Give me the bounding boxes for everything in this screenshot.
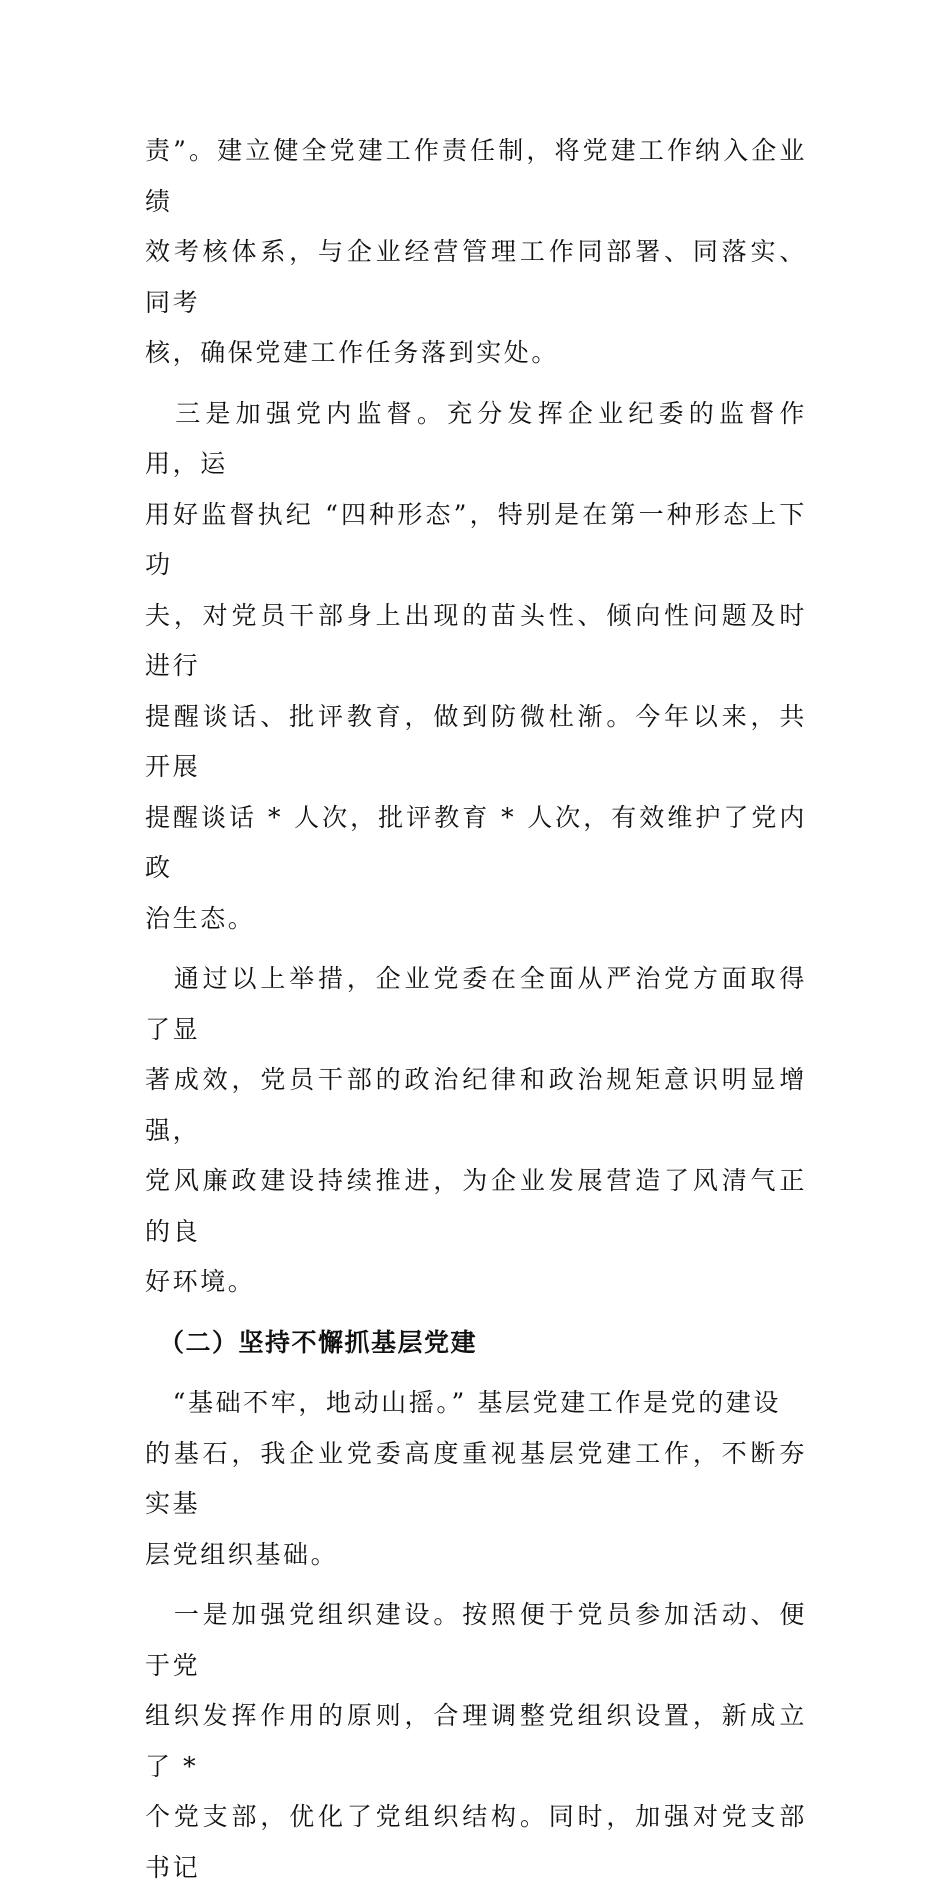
paragraph-foundation: “基础不牢，地动山摇。” 基层党建工作是党的建设 的基石，我企业党委高度重视基层党建工作，不断夯实基 层党组织基础。 <box>145 1388 807 1569</box>
paragraph-supervision: 三是加强党内监督。充分发挥企业纪委的监督作用，运 用好监督执纪 “四种形态”，特别是在第一种形态上下功 夫，对党员干部身上出现的苗头性、倾向性问题及时进行 提醒谈话、批评教育，做到防微杜渐。今年以来，共开展 提醒谈话 * 人次，批评教育 * 人次，有效维护了党内政 治生态。 <box>145 398 807 933</box>
paragraph-summary: 通过以上举措，企业党委在全面从严治党方面取得了显 著成效，党员干部的政治纪律和政治规矩意识明显增强， 党风廉政建设持续推进，为企业发展营造了风清气正的良 好环境。 <box>145 964 807 1296</box>
paragraph-responsibility: 责”。建立健全党建工作责任制，将党建工作纳入企业绩 效考核体系，与企业经营管理工作同部署、同落实、同考 核，确保党建工作任务落到实处。 <box>145 136 807 367</box>
paragraph-organization: 一是加强党组织建设。按照便于党员参加活动、便于党 组织发挥作用的原则，合理调整党组织设置，新成立了 * 个党支部，优化了党组织结构。同时，加强对党支部书记 <box>145 1600 807 1882</box>
section-heading: （二）坚持不懈抓基层党建 <box>145 1327 478 1357</box>
document-body <box>145 126 807 1903</box>
